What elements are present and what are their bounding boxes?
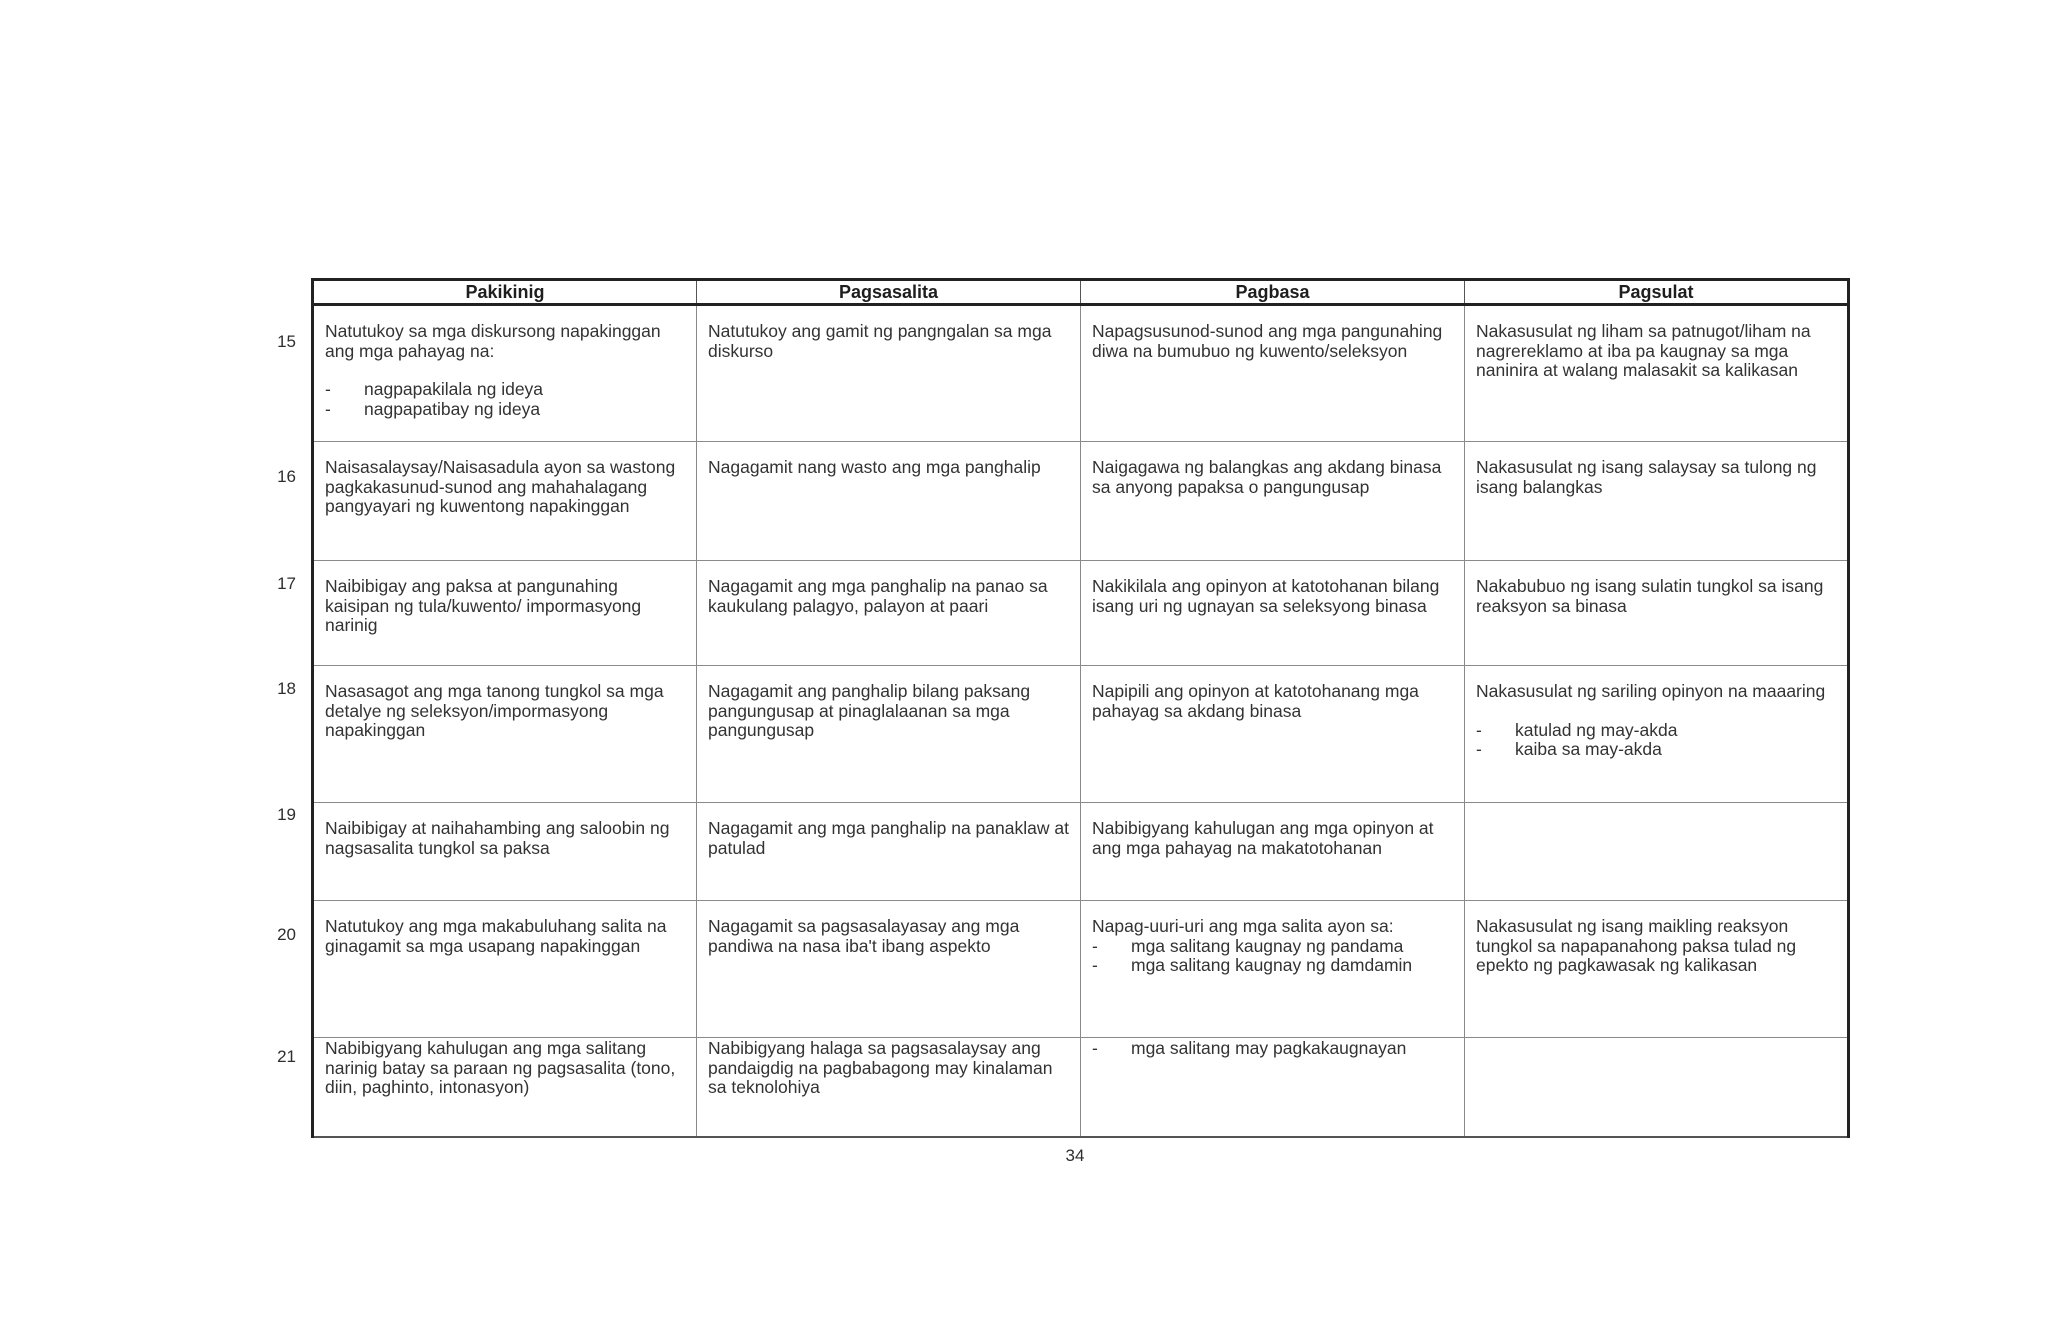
header-row (313, 280, 1849, 305)
cell-text: Naibibigay ang paksa at pangunahing kaisipan ng tula/kuwento/ impormasyong narinig (325, 576, 642, 635)
cell-pagbasa (1081, 901, 1465, 1038)
cell-text: Nakasusulat ng isang maikling reaksyon tungkol sa napapanahong paksa tulad ng epekto ng pagkawasak ng kalikasan (1476, 916, 1797, 975)
cell-text: Nabibigyang halaga sa pagsasalaysay ang pandaigdig na pagbabagong may kinalaman sa teknolohiya (708, 1038, 1053, 1097)
cell-pakikinig (313, 561, 697, 666)
row-number: 15 (277, 332, 296, 351)
header-pakikinig: Pakikinig (313, 280, 697, 305)
cell-pagsasalita (697, 442, 1081, 561)
cell-text: Nagagamit nang wasto ang mga panghalip (708, 457, 1041, 477)
cell-pakikinig (313, 666, 697, 803)
bullet-item: - nagpapakilala ng ideya (325, 380, 686, 400)
header-pagsulat: Pagsulat (1465, 280, 1849, 305)
cell-pagbasa (1081, 1038, 1465, 1137)
row-number: 16 (277, 467, 296, 486)
cell-pagsasalita (697, 666, 1081, 803)
row-number: 20 (277, 925, 296, 944)
cell-text: Nakasusulat ng sariling opinyon na maaaring (1476, 681, 1826, 701)
cell-pagsulat (1465, 901, 1849, 1038)
cell-pagbasa (1081, 803, 1465, 901)
cell-text: Naibibigay at naihahambing ang saloobin ng nagsasalita tungkol sa paksa (325, 818, 670, 858)
cell-text: Nagagamit ang mga panghalip na panao sa kaukulang palagyo, palayon at paari (708, 576, 1048, 616)
bullet-item: - kaiba sa may-akda (1476, 740, 1837, 760)
cell-text: Naisasalaysay/Naisasadula ayon sa wastong pagkakasunud-sunod ang mahahalagang pangyayari ng kuwentong napakinggan (325, 457, 676, 516)
cell-pagsulat (1465, 1038, 1849, 1137)
cell-pagsulat (1465, 561, 1849, 666)
table-row (313, 561, 1849, 666)
cell-text: Nagagamit sa pagsasalayasay ang mga pandiwa na nasa iba't ibang aspekto (708, 916, 1020, 956)
bullet-item: - mga salitang kaugnay ng damdamin (1092, 956, 1454, 976)
bullet-list (1476, 721, 1837, 760)
cell-text: Natutukoy sa mga diskursong napakinggan ang mga pahayag na: (325, 321, 661, 361)
cell-pakikinig (313, 442, 697, 561)
cell-pagbasa (1081, 442, 1465, 561)
table-row (313, 1038, 1849, 1137)
table-row (313, 442, 1849, 561)
bullet-item: - mga salitang may pagkakaugnayan (1092, 1039, 1454, 1059)
cell-text: Nakabubuo ng isang sulatin tungkol sa isang reaksyon sa binasa (1476, 576, 1824, 616)
row-number: 17 (277, 574, 296, 593)
cell-pagsulat (1465, 305, 1849, 442)
cell-text: Nagagamit ang mga panghalip na panaklaw at patulad (708, 818, 1069, 858)
cell-text: Nakasusulat ng isang salaysay sa tulong ng isang balangkas (1476, 457, 1817, 497)
cell-pagsasalita (697, 561, 1081, 666)
bullet-item: - katulad ng may-akda (1476, 721, 1837, 741)
row-number: 21 (277, 1047, 296, 1066)
cell-text: Nakasusulat ng liham sa patnugot/liham na nagrereklamo at iba pa kaugnay sa mga naninira at walang malasakit sa kalikasan (1476, 321, 1811, 380)
cell-text: Napagsusunod-sunod ang mga pangunahing diwa na bumubuo ng kuwento/seleksyon (1092, 321, 1443, 361)
cell-text: Napipili ang opinyon at katotohanang mga pahayag sa akdang binasa (1092, 681, 1419, 721)
cell-text: Nakikilala ang opinyon at katotohanan bilang isang uri ng ugnayan sa seleksyong binasa (1092, 576, 1440, 616)
bullet-item: - nagpapatibay ng ideya (325, 400, 686, 420)
bullet-item: - mga salitang kaugnay ng pandama (1092, 937, 1454, 957)
header-pagsasalita: Pagsasalita (697, 280, 1081, 305)
table-row (313, 305, 1849, 442)
table-row (313, 666, 1849, 803)
cell-pagsulat (1465, 442, 1849, 561)
cell-pagsasalita (697, 803, 1081, 901)
header-pagbasa: Pagbasa (1081, 280, 1465, 305)
cell-text: Natutukoy ang mga makabuluhang salita na ginagamit sa mga usapang napakinggan (325, 916, 667, 956)
row-number: 18 (277, 679, 296, 698)
cell-pagsasalita (697, 305, 1081, 442)
cell-text: Napag-uuri-uri ang mga salita ayon sa: (1092, 916, 1394, 936)
cell-text: Nagagamit ang panghalip bilang paksang pangungusap at pinaglalaanan sa mga pangungusap (708, 681, 1031, 740)
cell-text: Naigagawa ng balangkas ang akdang binasa sa anyong papaksa o pangungusap (1092, 457, 1442, 497)
cell-pakikinig (313, 901, 697, 1038)
cell-pagsulat (1465, 666, 1849, 803)
competency-table (311, 278, 1850, 1138)
cell-pagsulat (1465, 803, 1849, 901)
cell-text: Nabibigyang kahulugan ang mga salitang narinig batay sa paraan ng pagsasalita (tono, diin, paghinto, intonasyon) (325, 1038, 676, 1097)
cell-pagbasa (1081, 666, 1465, 803)
table-row (313, 901, 1849, 1038)
cell-pagbasa (1081, 561, 1465, 666)
bullet-list (1092, 937, 1454, 976)
table-row (313, 803, 1849, 901)
cell-text: Nabibigyang kahulugan ang mga opinyon at ang mga pahayag na makatotohanan (1092, 818, 1434, 858)
page-number: 34 (1065, 1146, 1085, 1165)
cell-text: Nasasagot ang mga tanong tungkol sa mga detalye ng seleksyon/impormasyong napakinggan (325, 681, 664, 740)
cell-pakikinig (313, 1038, 697, 1137)
cell-pakikinig (313, 305, 697, 442)
cell-pagsasalita (697, 901, 1081, 1038)
cell-pagsasalita (697, 1038, 1081, 1137)
bullet-list (325, 380, 686, 419)
cell-text: Natutukoy ang gamit ng pangngalan sa mga diskurso (708, 321, 1052, 361)
bullet-list (1092, 1039, 1454, 1059)
row-number: 19 (277, 805, 296, 824)
cell-pagbasa (1081, 305, 1465, 442)
cell-pakikinig (313, 803, 697, 901)
